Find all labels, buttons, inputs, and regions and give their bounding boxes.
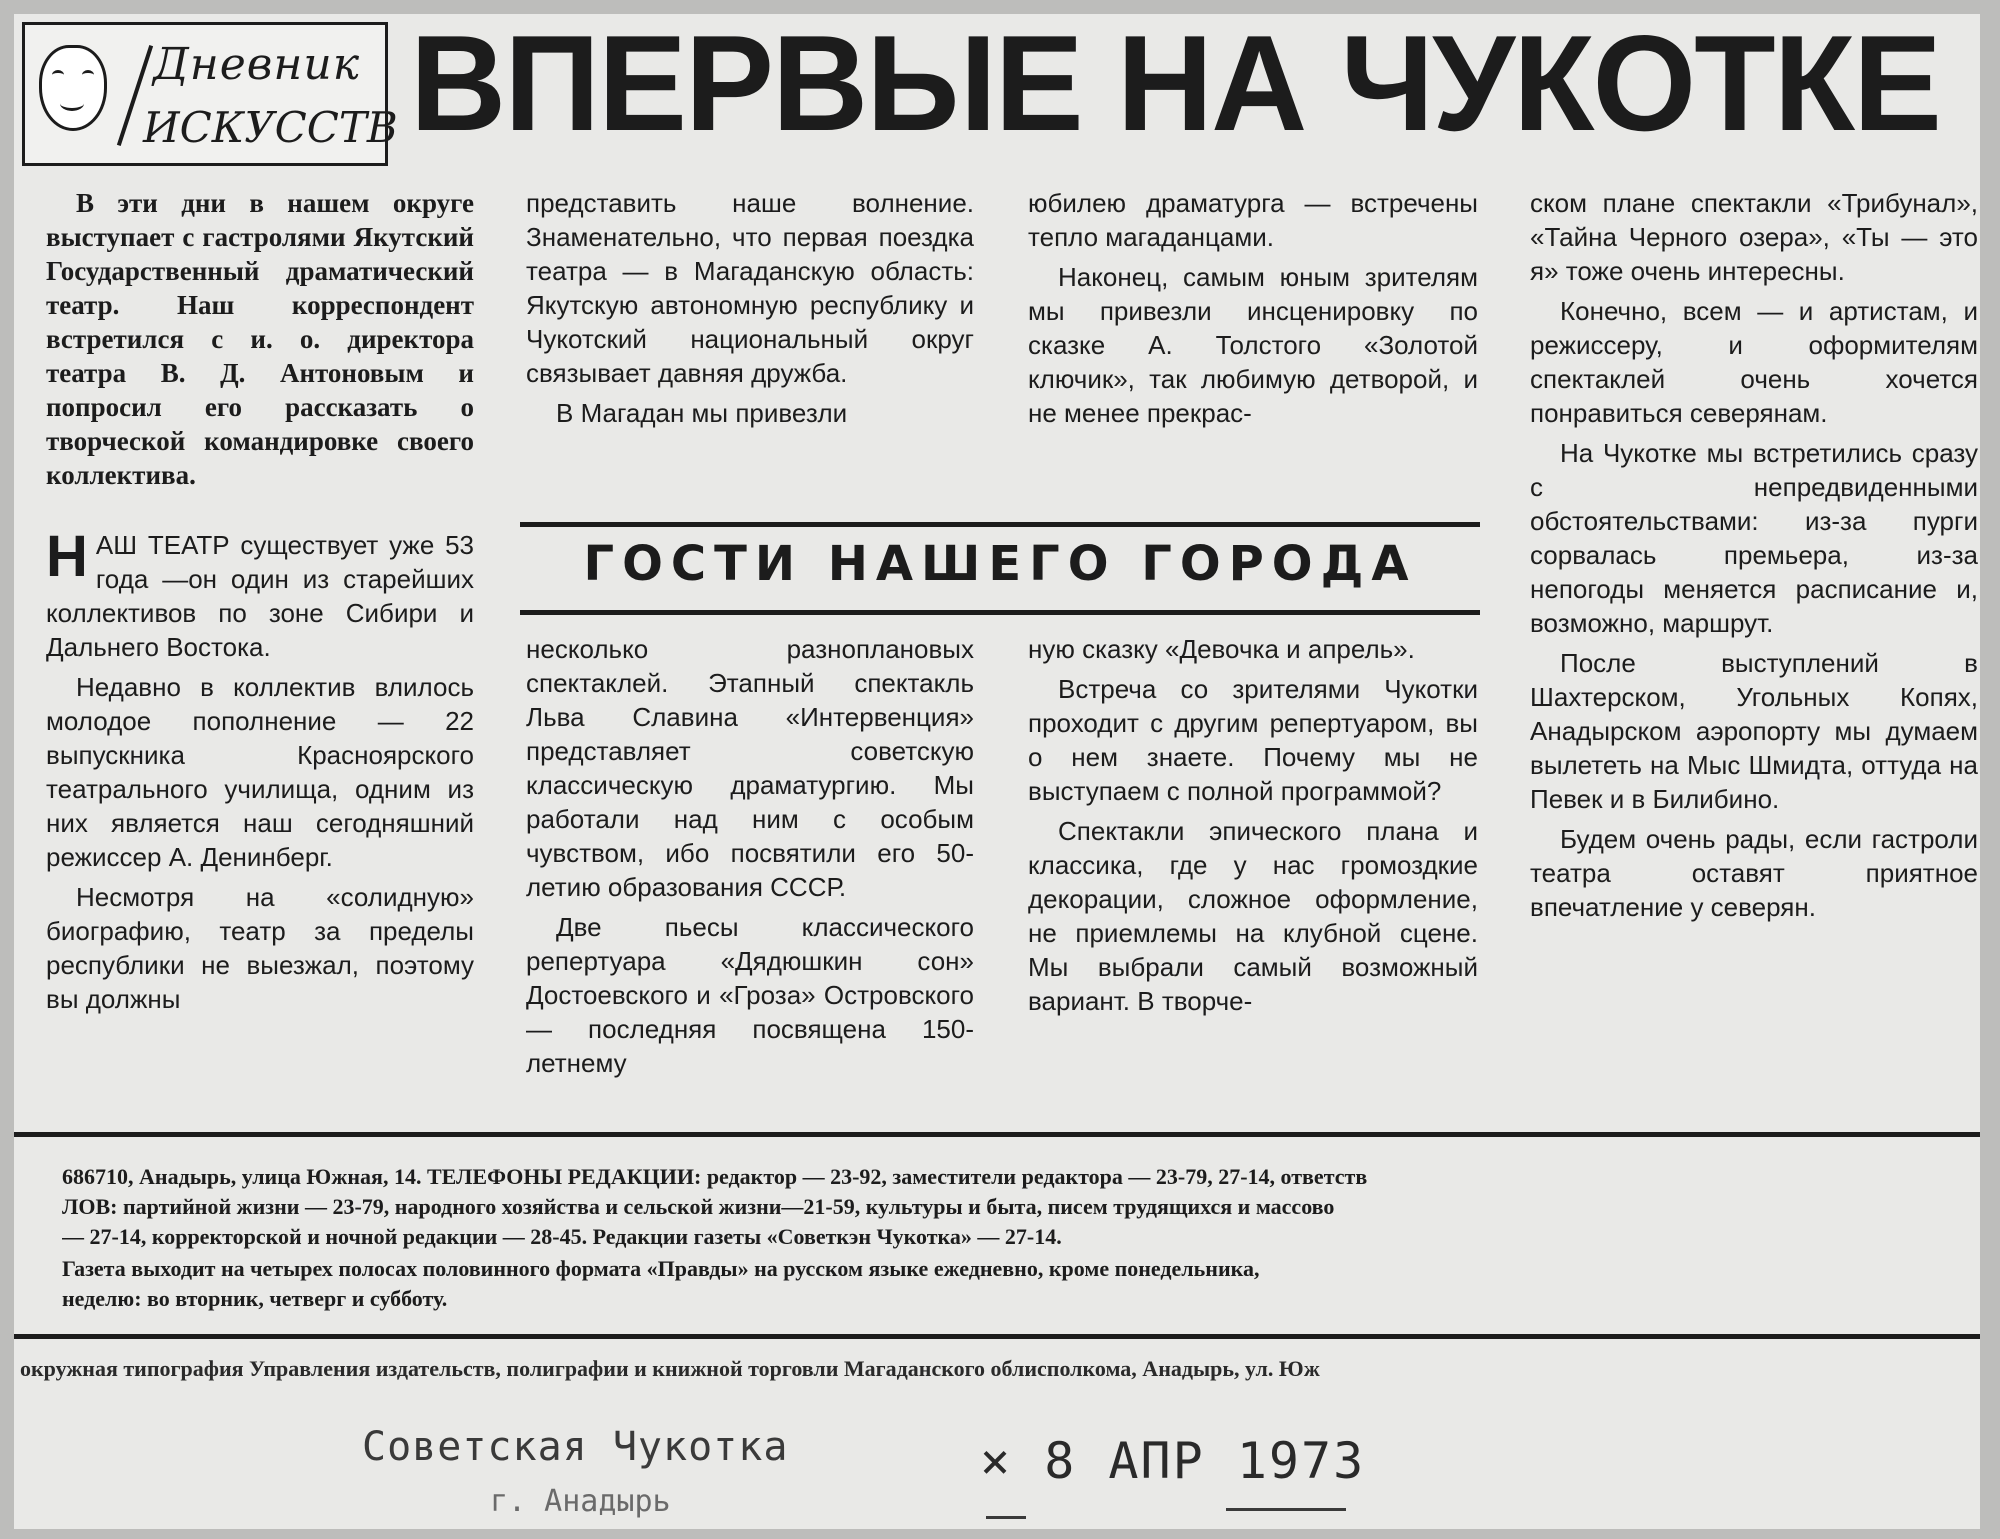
paragraph: Встреча со зрителями Чукотки проходит с другим репертуаром, вы о нем знаете. Почему мы не выступаем с полной программой? — [1028, 674, 1478, 806]
paragraph: Наконец, самым юным зрителям мы привезли инсценировку по сказке А. Толстого «Золотой ключик», так любимую детворой, и не менее прекрас- — [1028, 262, 1478, 428]
stamp-underline — [986, 1516, 1026, 1519]
subheading-rule-top — [520, 522, 1480, 527]
subheading-rule-bottom — [520, 610, 1480, 615]
stamp-paper-name: Советская Чукотка — [362, 1424, 789, 1470]
paragraph: Спектакли эпического плана и классика, где у нас громоздкие декорации, сложное оформление, не приемлемы на клубной сцене. Мы выбрали самый возможный вариант. В творче- — [1028, 816, 1478, 1016]
publication-schedule: Газета выходит на четырех полосах половинного формата «Правды» на русском языке ежедневно, кроме понедельника, неделю: во вторник, четверг и субботу. — [62, 1256, 1260, 1311]
drop-cap: Н — [46, 524, 88, 589]
article-column-2-top — [526, 186, 974, 436]
paragraph: Конечно, всем — и артистам, и режиссеру, и оформителям спектаклей очень хочется понравиться северянам. — [1530, 296, 1978, 428]
article-column-1 — [46, 186, 474, 1022]
rubric-logo — [22, 22, 398, 166]
paragraph: Будем очень рады, если гастроли театра оставят приятное впечатление у северян. — [1530, 824, 1978, 922]
footer-rule-top — [14, 1132, 1980, 1137]
article-column-4 — [1530, 186, 1978, 930]
editorial-contacts: 686710, Анадырь, улица Южная, 14. ТЕЛЕФОНЫ РЕДАКЦИИ: редактор — 23-92, заместители редактора — 23-79, 27-14, ответств ЛОВ: партийной жизни — 23-79, народного хозяйства и сельской жизни—21-59, культуры и быта, писем трудящихся и массово — 27-14, корректорской и ночной редакции — 28-45. Редакции газеты «Советкэн Чукотка» — 27-14. — [62, 1164, 1368, 1249]
stamp-date: × 8 АПР 1973 — [980, 1432, 1366, 1490]
article-column-3-bottom — [1028, 632, 1478, 1024]
rubric-title-line1: Дневник — [153, 39, 360, 90]
stamp-underline — [1226, 1508, 1346, 1511]
paragraph: В Магадан мы привезли — [556, 398, 848, 428]
paragraph: После выступлений в Шахтерском, Угольных Копях, Анадырском аэропорту мы думаем вылететь на Мыс Шмидта, оттуда на Певек и в Билибино. — [1530, 648, 1978, 814]
article-headline: ВПЕРВЫЕ НА ЧУКОТКЕ — [410, 7, 1940, 159]
printer-credit: окружная типография Управления издательств, полиграфии и книжной торговли Магаданского облисполкома, Анадырь, ул. Юж — [20, 1356, 1320, 1381]
article-column-2-bottom — [526, 632, 974, 1086]
article-column-3-top — [1028, 186, 1478, 436]
stamp-city: г. Анадырь — [490, 1484, 671, 1519]
theatre-mask-icon — [39, 45, 107, 131]
paragraph: ском плане спектакли «Трибунал», «Тайна Черного озера», «Ты — это я» тоже очень интересны. — [1530, 188, 1978, 286]
paragraph: представить наше волнение. Знаменательно, что первая поездка театра — в Магаданскую область: Якутскую автономную республику и Чукотский национальный округ связывает давняя дружба. — [526, 188, 974, 388]
rubric-title-line2: ИСКУССТВ — [143, 103, 398, 152]
subheading: ГОСТИ НАШЕГО ГОРОДА — [583, 536, 1417, 592]
paragraph: несколько разноплановых спектаклей. Этапный спектакль Льва Славина «Интервенция» представляет советскую классическую драматургию. Мы работали над ним с особым чувством, ибо посвятили его 50-летию образования СССР. — [526, 634, 974, 902]
paragraph: На Чукотке мы встретились сразу с непредвиденными обстоятельствами: из-за пурги сорвалась премьера, из-за непогоды меняется расписание и, возможно, маршрут. — [1530, 438, 1978, 638]
paragraph: Несмотря на «солидную» биографию, театр за пределы республики не выезжал, поэтому вы должны — [46, 882, 474, 1014]
paragraph: юбилею драматурга — встречены тепло магаданцами. — [1028, 188, 1478, 252]
footer-rule-bottom — [14, 1334, 1980, 1339]
paragraph: ную сказку «Девочка и апрель». — [1028, 634, 1415, 664]
article-lead: В эти дни в нашем округе выступает с гастролями Якутский Государственный драматический театр. Наш корреспондент встретился с и. о. директора театра В. Д. Антоновым и попросил его рассказать о творческой командировке своего коллектива. — [46, 188, 474, 490]
paragraph: Две пьесы классического репертуара «Дядюшкин сон» Достоевского и «Гроза» Островского — последняя посвящена 150-летнему — [526, 912, 974, 1078]
paragraph: НАШ ТЕАТР существует уже 53 года —он один из старейших коллективов по зоне Сибири и Дальнего Востока. — [46, 524, 474, 662]
paragraph: Недавно в коллектив влилось молодое пополнение — 22 выпускника Красноярского театрального училища, одним из них является наш сегодняшний режиссер А. Денинберг. — [46, 672, 474, 872]
